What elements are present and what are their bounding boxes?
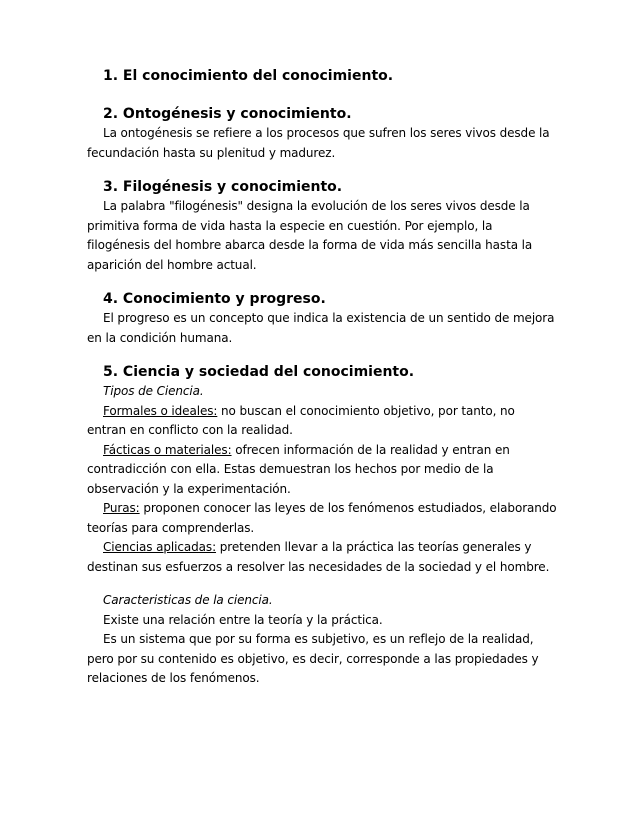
science-type-text: ofrecen información de la realidad y entran en contradicción con ella. Estas demuestran los hechos por medio de la observación y la experimentación. xyxy=(87,442,510,496)
section-2-paragraph: La ontogénesis se refiere a los procesos que sufren los seres vivos desde la fecundación hasta su plenitud y madurez. xyxy=(87,126,550,160)
science-type-term: Puras: xyxy=(103,501,140,515)
characteristic-item: Existe una relación entre la teoría y la práctica. xyxy=(103,612,383,627)
section-3-paragraph: La palabra "filogénesis" designa la evolución de los seres vivos desde la primitiva forma de vida hasta la especie en cuestión. Por ejemplo, la filogénesis del hombre abarca desde la forma de vida más sencilla hasta la aparición del hombre actual. xyxy=(87,199,533,272)
science-types-subtitle: Tipos de Ciencia. xyxy=(103,384,204,398)
document-body xyxy=(87,66,557,689)
section-4-heading: 4. Conocimiento y progreso. xyxy=(103,291,326,307)
science-type-aplicadas xyxy=(87,538,557,577)
characteristic-item: Es un sistema que por su forma es subjetivo, es un reflejo de la realidad, pero por su contenido es objetivo, es decir, corresponde a las propiedades y relaciones de los fenómenos. xyxy=(87,632,539,685)
science-type-term: Formales o ideales: xyxy=(103,403,218,418)
spacer xyxy=(87,577,557,591)
spacer xyxy=(87,163,557,177)
science-type-facticas xyxy=(87,441,557,500)
spacer xyxy=(87,275,557,289)
section-4-paragraph: El progreso es un concepto que indica la existencia de un sentido de mejora en la condición humana. xyxy=(87,311,555,345)
section-5-heading: 5. Ciencia y sociedad del conocimiento. xyxy=(103,364,415,380)
characteristics-title: Caracteristicas de la ciencia. xyxy=(103,593,273,607)
science-type-term: Fácticas o materiales: xyxy=(103,442,232,457)
science-type-text: pretenden llevar a la práctica las teorías generales y destinan sus esfuerzos a resolver las necesidades de la sociedad y el hombre. xyxy=(87,540,550,574)
section-3-heading: 3. Filogénesis y conocimiento. xyxy=(103,179,343,195)
section-2-heading: 2. Ontogénesis y conocimiento. xyxy=(103,106,352,122)
science-type-formales xyxy=(87,402,557,441)
science-type-text: no buscan el conocimiento objetivo, por tanto, no entran en conflicto con la realidad. xyxy=(87,403,515,437)
science-type-text: proponen conocer las leyes de los fenómenos estudiados, elaborando teorías para comprenderlas. xyxy=(87,501,557,535)
spacer xyxy=(87,348,557,362)
science-type-puras xyxy=(87,499,557,538)
section-1-heading: 1. El conocimiento del conocimiento. xyxy=(103,68,394,84)
science-type-term: Ciencias aplicadas: xyxy=(103,540,217,554)
